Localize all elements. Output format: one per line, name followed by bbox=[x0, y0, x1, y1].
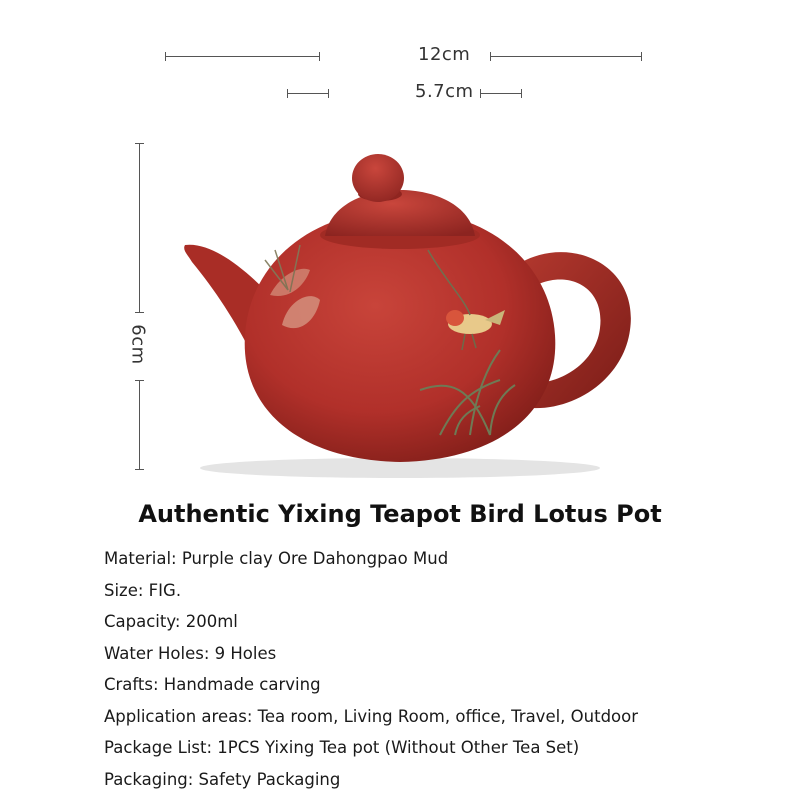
teapot-knob bbox=[352, 154, 404, 202]
width-body-label: 5.7cm bbox=[415, 81, 474, 102]
width-total-line-right bbox=[490, 56, 642, 57]
spec-package-list: Package List: 1PCS Yixing Tea pot (Without Other Tea Set) bbox=[104, 738, 580, 757]
spec-material: Material: Purple clay Ore Dahongpao Mud bbox=[104, 549, 449, 568]
width-body-line-left bbox=[287, 93, 329, 94]
width-total-label: 12cm bbox=[418, 44, 471, 65]
spec-list bbox=[104, 543, 638, 795]
height-line-top bbox=[139, 143, 140, 313]
spec-water-holes: Water Holes: 9 Holes bbox=[104, 643, 277, 663]
height-line-bottom bbox=[139, 380, 140, 470]
teapot-icon bbox=[170, 150, 640, 480]
height-label: 6cm bbox=[127, 324, 149, 365]
spec-size: Size: FIG. bbox=[104, 580, 182, 600]
spec-crafts: Crafts: Handmade carving bbox=[104, 675, 321, 694]
spec-application-areas: Application areas: Tea room, Living Room, office, Travel, Outdoor bbox=[104, 706, 639, 726]
width-body-line-right bbox=[480, 93, 522, 94]
spec-capacity: Capacity: 200ml bbox=[104, 612, 238, 631]
product-title: Authentic Yixing Teapot Bird Lotus Pot bbox=[138, 500, 662, 528]
spec-packaging: Packaging: Safety Packaging bbox=[104, 769, 341, 789]
width-total-line-left bbox=[165, 56, 320, 57]
